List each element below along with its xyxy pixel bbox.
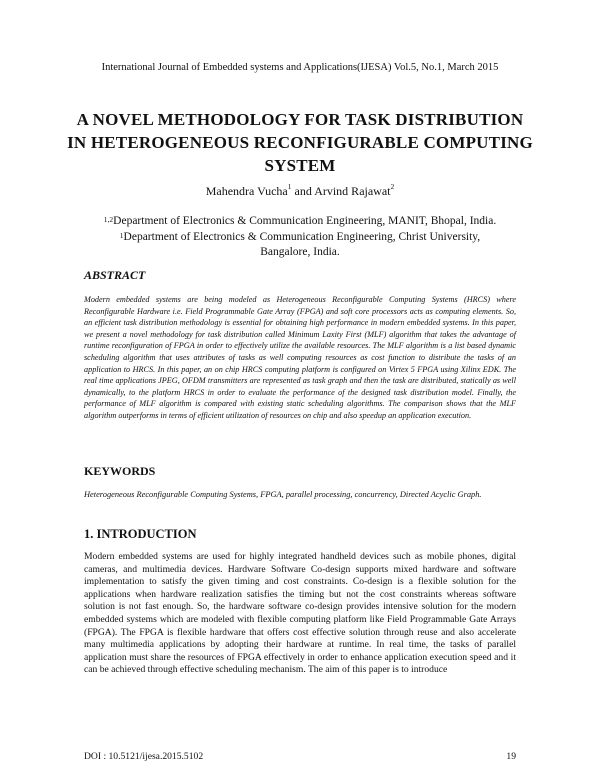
title-line-3: SYSTEM bbox=[264, 156, 336, 175]
journal-header: International Journal of Embedded systems and Applications(IJESA) Vol.5, No.1, March 2015 bbox=[101, 62, 499, 73]
title-line-1: A NOVEL METHODOLOGY FOR TASK DISTRIBUTION bbox=[76, 110, 524, 129]
keywords-heading: KEYWORDS bbox=[84, 464, 156, 478]
page-number: 19 bbox=[506, 751, 516, 762]
affiliations bbox=[70, 214, 530, 261]
page-footer bbox=[84, 751, 516, 762]
affiliation-1 bbox=[70, 214, 530, 230]
author-1-sup: 1 bbox=[287, 182, 292, 191]
affiliation-1-text: Department of Electronics & Communication Engineering, MANIT, Bhopal, India. bbox=[113, 215, 497, 227]
introduction-heading: 1. INTRODUCTION bbox=[84, 527, 197, 541]
authors-conjunction: and bbox=[291, 184, 315, 198]
abstract-text: Modern embedded systems are being modeled as Heterogeneous Reconfigurable Computing Systems (HRCS) where Reconfigurable Hardware i.e. Field Programmable Gate Array (FPGA) and soft core processors acts as computing elements. So, an efficient task distribution methodology is essential for obtaining high performance in modern embedded systems. In this paper, we present a novel methodology for task distribution called Minimum Laxity First (MLF) algorithm that takes the advantage of runtime reconfiguration of FPGA in order to effectively utilize the available resources. The MLF algorithm is a list based dynamic scheduling algorithm that uses attributes of tasks as well computing resources as cost function to distribute the tasks of an application to HRCS. In this paper, an on chip HRCS computing platform is configured on Virtex 5 FPGA using Xilinx EDK. The real time applications JPEG, OFDM transmitters are represented as task graph and then the task are distributed, statically as well dynamically, to the platform HRCS in order to evaluate the performance of the designed task distribution model. Finally, the performance of MLF algorithm is compared with existing static scheduling algorithms. The comparison shows that the MLF algorithm outperforms in terms of efficient utilization of resources on chip and also speedup an application execution. bbox=[84, 295, 516, 420]
paper-title bbox=[60, 108, 540, 177]
title-line-2: IN HETEROGENEOUS RECONFIGURABLE COMPUTING bbox=[67, 133, 533, 152]
affiliation-2 bbox=[70, 230, 530, 246]
author-2-sup: 2 bbox=[390, 182, 395, 191]
affiliation-2-city: Bangalore, India. bbox=[260, 246, 340, 258]
author-1: Mahendra Vucha bbox=[205, 184, 288, 198]
introduction-text: Modern embedded systems are used for highly integrated handheld devices such as mobile phones, digital cameras, and multimedia devices. Hardware Software Co-design supports mixed hardware and software implementation to satisfy the given timing and cost constraints. Co-design is a flexible solution for the applications when hardware realization satisfies the timing but not the cost constraints whereas software solution is not fast enough. So, the hardware software co-design provides intensive solution for the modern embedded systems which are modeled with flexible computing platform like Field Programmable Gate Arrays (FPGA). The FPGA is flexible hardware that offers cost effective solution through reuse and also accelerate many multimedia applications by adopting their hardware at runtime. In real time, the tasks of parallel application must share the resources of FPGA effectively in order to enhance application execution speed and it can be achieved through effective scheduling mechanism. The aim of this paper is to introduce bbox=[84, 551, 516, 676]
doi: DOI : 10.5121/ijesa.2015.5102 bbox=[84, 751, 204, 762]
affiliation-1-sup: 1,2 bbox=[103, 215, 114, 224]
keywords-text: Heterogeneous Reconfigurable Computing Systems, FPGA, parallel processing, concurrency, Directed Acyclic Graph. bbox=[84, 490, 482, 499]
affiliation-2-text: Department of Electronics & Communication Engineering, Christ University, bbox=[123, 230, 481, 243]
abstract-heading: ABSTRACT bbox=[84, 268, 146, 282]
author-2: Arvind Rajawat bbox=[314, 184, 391, 198]
affiliation-2-sup: 1 bbox=[119, 230, 124, 240]
authors bbox=[0, 184, 600, 199]
